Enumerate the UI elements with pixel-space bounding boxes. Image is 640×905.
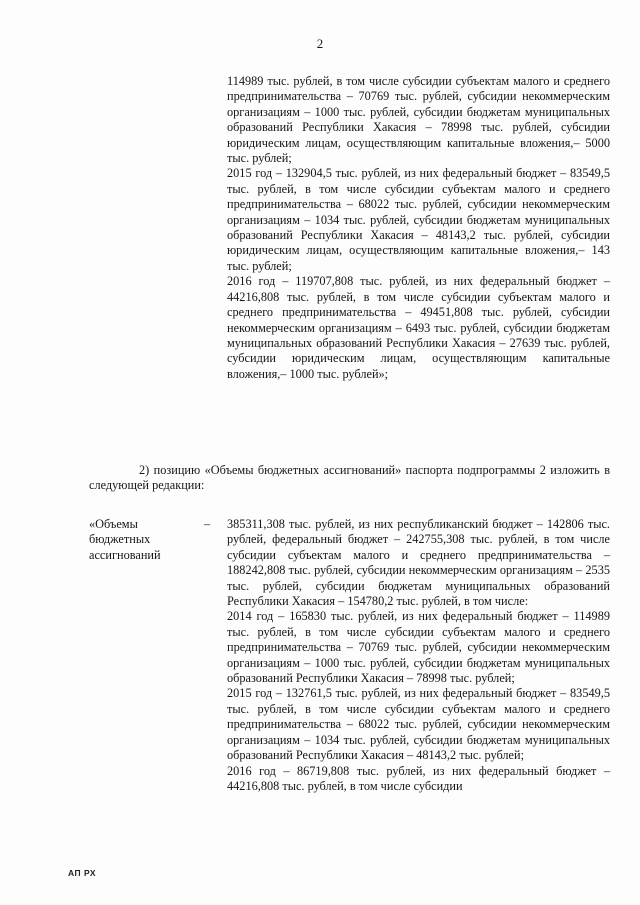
label-dash: – [204,517,211,531]
page-number: 2 [316,36,324,51]
continuation-paragraph-2016: 2016 год – 119707,808 тыс. рублей, из них федеральный бюджет – 44216,808 тыс. рублей, в том числе субсидии субъектам малого и среднего предпринимательства – 49451,808 тыс. рублей, субсидии некоммерческим организациям – 6493 тыс. рублей, субсидии бюджетам муниципальных образований Республики Хакасия – 27639 тыс. рублей, субсидии юридическим лицам, осуществляющим капитальные вложения,– 1000 тыс. рублей»; [227,274,610,381]
continuation-paragraph-2014: 114989 тыс. рублей, в том числе субсидии субъектам малого и среднего предпринимательства – 70769 тыс. рублей, субсидии некоммерческим организациям – 1000 тыс. рублей, субсидии бюджетам муниципальных образований Республики Хакасия – 78998 тыс. рублей, субсидии юридическим лицам, осуществляющим капитальные вложения,– 5000 тыс. рублей; [227,74,610,166]
budget-allocations-label: «Объемы бюджетных ассигнований [89,517,161,562]
continuation-paragraph-2015: 2015 год – 132904,5 тыс. рублей, из них федеральный бюджет – 83549,5 тыс. рублей, в том числе субсидии субъектам малого и среднего предпринимательства – 68022 тыс. рублей, субсидии некоммерческим организациям – 1034 тыс. рублей, субсидии бюджетам муниципальных образований Республики Хакасия – 48143,2 тыс. рублей, субсидии юридическим лицам, осуществляющим капитальные вложения,– 143 тыс. рублей; [227,166,610,273]
amendment-instruction: 2) позицию «Объемы бюджетных ассигнований» паспорта подпрограммы 2 изложить в следующей редакции: [89,463,610,493]
continuation-block [227,74,610,382]
allocations-total-paragraph: 385311,308 тыс. рублей, из них республиканский бюджет – 142806 тыс. рублей, федеральный бюджет – 242755,308 тыс. рублей, в том числе субсидии субъектам малого и среднего предпринимательства – 188242,808 тыс. рублей, субсидии некоммерческим организациям – 2535 тыс. рублей, субсидии бюджетам муниципальных образований Республики Хакасия – 154780,2 тыс. рублей, в том числе: [227,517,610,609]
footer-mark: АП РХ [68,868,97,878]
allocations-2015-paragraph: 2015 год – 132761,5 тыс. рублей, из них федеральный бюджет – 83549,5 тыс. рублей, в том числе субсидии субъектам малого и среднего предпринимательства – 68022 тыс. рублей, субсидии некоммерческим организациям – 1034 тыс. рублей, субсидии бюджетам муниципальных образований Республики Хакасия – 48143,2 тыс. рублей; [227,686,610,763]
allocations-2016-paragraph: 2016 год – 86719,808 тыс. рублей, из них федеральный бюджет – 44216,808 тыс. рублей, в том числе субсидии [227,763,610,793]
budget-allocations-text [227,517,610,794]
allocations-2014-paragraph: 2014 год – 165830 тыс. рублей, из них федеральный бюджет – 114989 тыс. рублей, в том числе субсидии субъектам малого и среднего предпринимательства – 70769 тыс. рублей, субсидии некоммерческим организациям – 1000 тыс. рублей, субсидии бюджетам муниципальных образований Республики Хакасия – 78998 тыс. рублей; [227,609,610,686]
